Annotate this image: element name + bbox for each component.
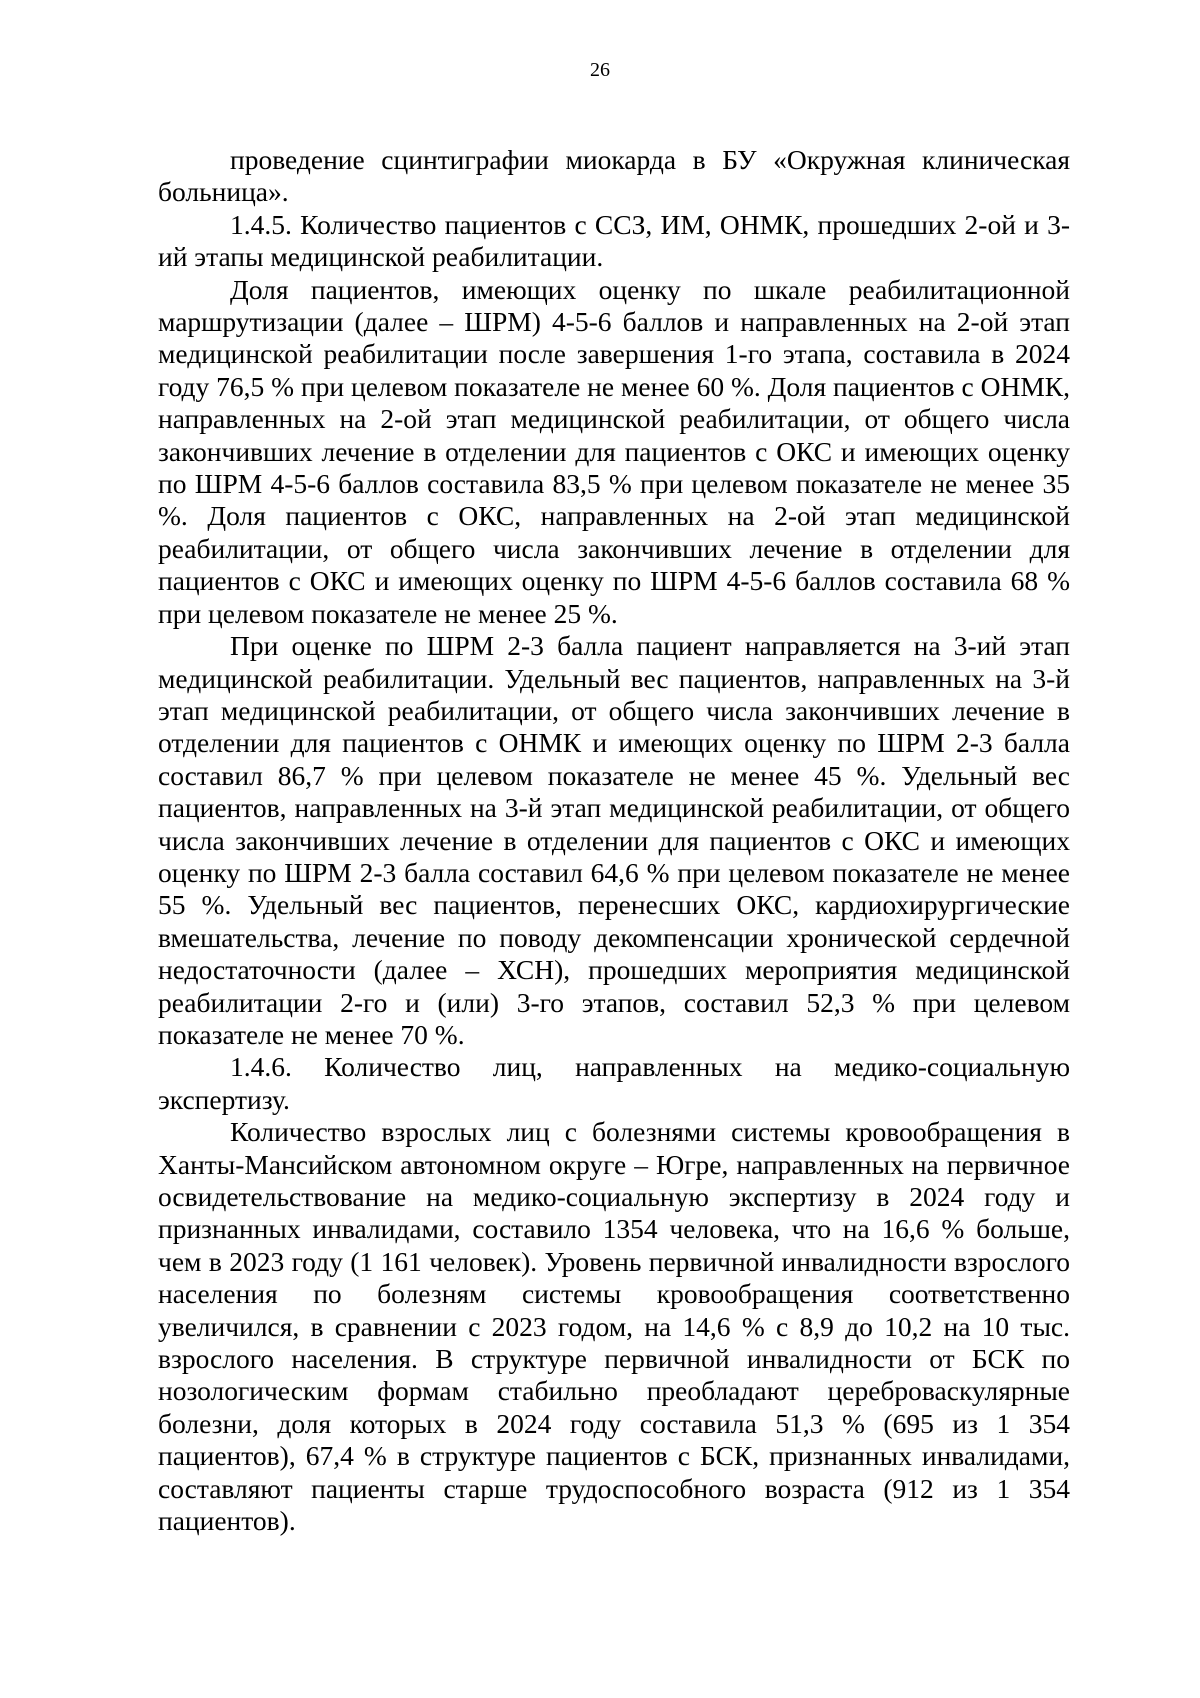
page-number: 26 xyxy=(590,59,610,81)
document-body xyxy=(158,144,1070,1537)
section-heading-1-4-6: 1.4.6. Количество лиц, направленных на медико-социальную экспертизу. xyxy=(158,1051,1070,1115)
section-heading-1-4-5: 1.4.5. Количество пациентов с ССЗ, ИМ, ОНМК, прошедших 2-ой и 3-ий этапы медицинской реабилитации. xyxy=(158,208,1070,273)
paragraph-continuation: проведение сцинтиграфии миокарда в БУ «Окружная клиническая больница». xyxy=(158,144,1070,208)
paragraph-rehab-stage-3: При оценке по ШРМ 2-3 балла пациент направляется на 3-ий этап медицинской реабилитации. Удельный вес пациентов, направленных на 3-й этап медицинской реабилитации, от общего числа закончивших лечение в отделении для пациентов с ОНМК и имеющих оценку по ШРМ 2-3 балла составил 86,7 % при целевом показателе не менее 45 %. Удельный вес пациентов, направленных на 3-й этап медицинской реабилитации, от общего числа закончивших лечение в отделении для пациентов с ОКС и имеющих оценку по ШРМ 2-3 балла составил 64,6 % при целевом показателе не менее 55 %. Удельный вес пациентов, перенесших ОКС, кардиохирургические вмешательства, лечение по поводу декомпенсации хронической сердечной недостаточности (далее – ХСН), прошедших мероприятия медицинской реабилитации 2-го и (или) 3-го этапов, составил 52,3 % при целевом показателе не менее 70 %. xyxy=(158,630,1070,1050)
paragraph-disability-statistics: Количество взрослых лиц с болезнями системы кровообращения в Ханты-Мансийском автономном округе – Югре, направленных на первичное освидетельствование на медико-социальную экспертизу в 2024 году и признанных инвалидами, составило 1354 человека, что на 16,6 % больше, чем в 2023 году (1 161 человек). Уровень первичной инвалидности взрослого населения по болезням системы кровообращения соответственно увеличился, в сравнении с 2023 годом, на 14,6 % с 8,9 до 10,2 на 10 тыс. взрослого населения. В структуре первичной инвалидности от БСК по нозологическим формам стабильно преобладают цереброваскулярные болезни, доля которых в 2024 году составила 51,3 % (695 из 1 354 пациентов), 67,4 % в структуре пациентов с БСК, признанных инвалидами, составляют пациенты старше трудоспособного возраста (912 из 1 354 пациентов). xyxy=(158,1116,1070,1537)
paragraph-rehab-stage-2: Доля пациентов, имеющих оценку по шкале реабилитационной маршрутизации (далее – ШРМ) 4-5-6 баллов и направленных на 2-ой этап медицинской реабилитации после завершения 1-го этапа, составила в 2024 году 76,5 % при целевом показателе не менее 60 %. Доля пациентов с ОНМК, направленных на 2-ой этап медицинской реабилитации, от общего числа закончивших лечение в отделении для пациентов с ОКС и имеющих оценку по ШРМ 4-5-6 баллов составила 83,5 % при целевом показателе не менее 35 %. Доля пациентов с ОКС, направленных на 2-ой этап медицинской реабилитации, от общего числа закончивших лечение в отделении для пациентов с ОКС и имеющих оценку по ШРМ 4-5-6 баллов составила 68 % при целевом показателе не менее 25 %. xyxy=(158,273,1071,629)
